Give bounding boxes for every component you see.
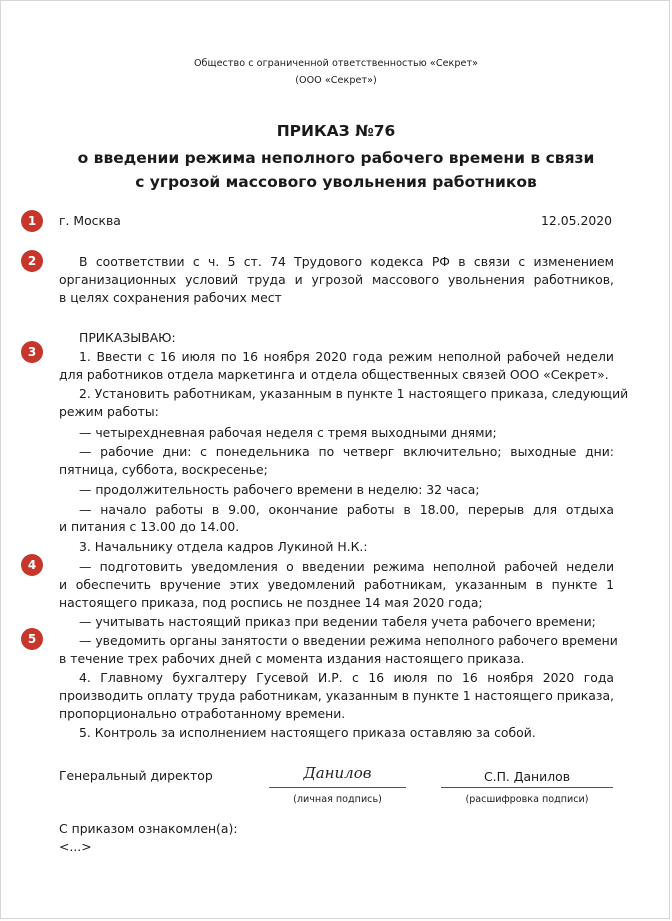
body-line: 3. Начальнику отдела кадров Лукиной Н.К.:: [79, 539, 368, 554]
org-full-name: Общество с ограниченной ответственностью «Секрет»: [193, 58, 479, 69]
marker-5: 5: [21, 628, 43, 650]
body-line: — продолжительность рабочего времени в неделю: 32 часа;: [79, 482, 480, 497]
body-line: режим работы:: [59, 404, 159, 419]
name-line: [441, 787, 613, 788]
name-caption: (расшифровка подписи): [465, 794, 589, 805]
body-line: и обеспечить вручение этих уведомлений работникам, указанным в пункте 1: [59, 577, 614, 592]
preamble-line: в целях сохранения рабочих мест: [59, 290, 282, 305]
body-line: настоящего приказа, под роспись не позднее 14 мая 2020 года;: [59, 595, 483, 610]
body-line: 5. Контроль за исполнением настоящего приказа оставляю за собой.: [79, 725, 536, 740]
body-line: и питания с 13.00 до 14.00.: [59, 519, 240, 534]
body-line: 4. Главному бухгалтеру Гусевой И.Р. с 16 июля по 16 ноября 2020 года: [79, 670, 614, 685]
body-line: — четырехдневная рабочая неделя с тремя выходными днями;: [79, 425, 497, 440]
handwritten-signature: Данилов: [303, 764, 372, 782]
org-short-name: (ООО «Секрет»): [295, 75, 377, 86]
marker-4: 4: [21, 554, 43, 576]
preamble-line: В соответствии с ч. 5 ст. 74 Трудового кодекса РФ в связи с изменением: [79, 254, 614, 269]
body-line: для работников отдела маркетинга и отдела общественных связей ООО «Секрет».: [59, 367, 609, 382]
acknowledgement-label: С приказом ознакомлен(а):: [59, 821, 238, 836]
order-subject-line-2: с угрозой массового увольнения работников: [135, 173, 537, 191]
body-line: — учитывать настоящий приказ при ведении табеля учета рабочего времени;: [79, 614, 596, 629]
body-line: — подготовить уведомления о введении режима неполной рабочей недели: [79, 559, 614, 574]
signature-line: [269, 787, 406, 788]
signatory-full-name: С.П. Данилов: [483, 769, 570, 784]
body-line: — начало работы в 9.00, окончание работы в 18.00, перерыв для отдыха: [79, 502, 614, 517]
body-line: пропорционально отработанному времени.: [59, 706, 346, 721]
body-line: пятница, суббота, воскресенье;: [59, 462, 268, 477]
preamble-line: организационных условий труда и угрозой массового увольнения работников,: [59, 272, 614, 287]
acknowledgement-placeholder: <...>: [59, 839, 92, 854]
body-line: 1. Ввести с 16 июля по 16 ноября 2020 года режим неполной рабочей недели: [79, 349, 614, 364]
body-line: — рабочие дни: с понедельника по четверг включительно; выходные дни:: [79, 444, 614, 459]
signature-caption: (личная подпись): [293, 794, 382, 805]
order-word: ПРИКАЗЫВАЮ:: [79, 330, 176, 345]
body-line: производить оплату труда работникам, указанным в пункте 1 настоящего приказа,: [59, 688, 614, 703]
order-title: ПРИКАЗ №76: [276, 122, 396, 140]
body-line: — уведомить органы занятости о введении режима неполного рабочего времени: [79, 633, 618, 648]
city: г. Москва: [59, 213, 121, 228]
marker-1: 1: [21, 210, 43, 232]
marker-2: 2: [21, 250, 43, 272]
marker-3: 3: [21, 341, 43, 363]
body-line: 2. Установить работникам, указанным в пункте 1 настоящего приказа, следующий: [79, 386, 629, 401]
order-date: 12.05.2020: [541, 213, 612, 228]
order-subject-line-1: о введении режима неполного рабочего времени в связи: [77, 149, 595, 167]
signatory-position: Генеральный директор: [59, 768, 213, 783]
body-line: в течение трех рабочих дней с момента издания настоящего приказа.: [59, 651, 525, 666]
